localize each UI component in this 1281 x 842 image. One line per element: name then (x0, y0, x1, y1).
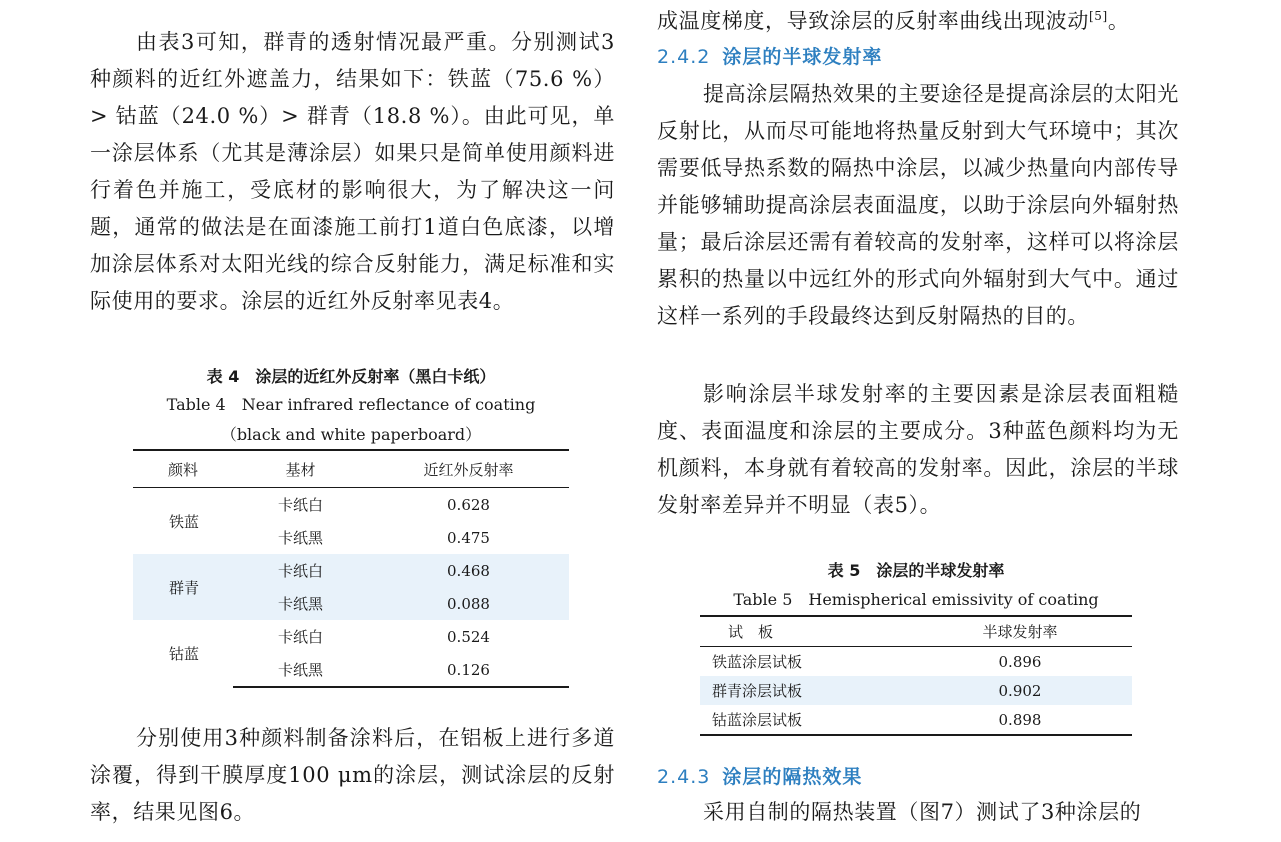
value-cell: 0.475 (447, 528, 490, 547)
column-header: 半球发射率 (908, 616, 1132, 647)
value-cell: 0.088 (368, 587, 569, 620)
panel-cell: 铁蓝涂层试板 (712, 653, 803, 671)
value-cell: 0.468 (368, 554, 569, 587)
table-4-caption-en: Table 4 Near infrared reflectance of coating (166, 395, 536, 414)
pigment-cell: 铁蓝 (169, 512, 200, 531)
substrate-cell: 卡纸白 (233, 554, 368, 587)
body-paragraph: 分别使用3种颜料制备涂料后，在铝板上进行多道涂覆，得到干膜厚度100 μm的涂层，测试涂层的反射率，结果见图6。 (90, 726, 615, 824)
value-cell: 0.896 (998, 652, 1042, 671)
column-header: 颜料 (133, 450, 233, 488)
body-line (657, 0, 1179, 40)
value-cell: 0.898 (908, 705, 1132, 735)
pigment-cell: 群青 (133, 554, 233, 620)
body-paragraph: 由表3可知，群青的透射情况最严重。分别测试3种颜料的近红外遮盖力，结果如下：铁蓝（75.6 %）> 钴蓝（24.0 %）> 群青（18.8 %）。由此可见，单一涂层体系（尤其是薄涂层）如果只是简单使用颜料进行着色并施工，受底材的影响很大，为了解决这一问题，通常的做法是在面漆施工前打1道白色底漆，以增加涂层体系对太阳光线的综合反射能力，满足标准和实际使用的要求。涂层的近红外反射率见表4。 (90, 30, 615, 313)
value-cell: 0.524 (447, 627, 490, 646)
table-5 (700, 615, 1132, 736)
table-row (133, 620, 569, 653)
section-heading (657, 42, 882, 69)
pigment-cell: 钴蓝 (169, 645, 200, 663)
value-cell: 0.628 (447, 495, 490, 514)
substrate-cell: 卡纸白 (277, 628, 323, 646)
panel-cell: 群青涂层试板 (700, 676, 908, 705)
column-header: 基材 (233, 450, 368, 488)
continued-text-end: 。 (1107, 9, 1130, 33)
substrate-cell: 卡纸黑 (233, 587, 368, 620)
section-title: 涂层的隔热效果 (722, 766, 863, 788)
section-heading (657, 762, 862, 789)
table-row (700, 705, 1132, 735)
continued-text: 成温度梯度，导致涂层的反射率曲线出现波动 (657, 9, 1089, 33)
substrate-cell: 卡纸黑 (277, 529, 323, 547)
table-row (700, 647, 1132, 677)
value-cell: 0.902 (908, 676, 1132, 705)
table-5-caption-en: Table 5 Hemispherical emissivity of coating (733, 590, 1099, 609)
table-row (700, 676, 1132, 705)
substrate-cell: 卡纸白 (277, 496, 323, 514)
section-title: 涂层的半球发射率 (722, 46, 883, 68)
body-paragraph: 影响涂层半球发射率的主要因素是涂层表面粗糙度、表面温度和涂层的主要成分。3种蓝色颜料均为无机颜料，本身就有着较高的发射率。因此，涂层的半球发射率差异并不明显（表5）。 (657, 382, 1179, 517)
table-4-caption-en-2: （black and white paperboard） (220, 425, 482, 444)
table-4-caption-zh: 表 4 涂层的近红外反射率（黑白卡纸） (206, 367, 496, 386)
substrate-cell: 卡纸黑 (233, 653, 368, 687)
section-number: 2.4.3 (657, 766, 711, 788)
citation: [5] (1089, 9, 1108, 23)
section-number: 2.4.2 (657, 46, 711, 68)
value-cell: 0.126 (368, 653, 569, 687)
panel-cell: 钴蓝涂层试板 (700, 705, 908, 735)
table-5-caption-zh: 表 5 涂层的半球发射率 (827, 561, 1005, 580)
column-header: 近红外反射率 (368, 450, 569, 488)
body-paragraph: 采用自制的隔热装置（图7）测试了3种涂层的 (703, 800, 1142, 824)
table-4 (133, 449, 569, 688)
table-row (133, 554, 569, 587)
table-row (133, 488, 569, 522)
column-header: 试 板 (700, 616, 908, 647)
body-paragraph: 提高涂层隔热效果的主要途径是提高涂层的太阳光反射比，从而尽可能地将热量反射到大气环境中；其次需要低导热系数的隔热中涂层，以减少热量向内部传导并能够辅助提高涂层表面温度，以助于涂层向外辐射热量；最后涂层还需有着较高的发射率，这样可以将涂层累积的热量以中远红外的形式向外辐射到大气中。通过这样一系列的手段最终达到反射隔热的目的。 (657, 82, 1179, 328)
